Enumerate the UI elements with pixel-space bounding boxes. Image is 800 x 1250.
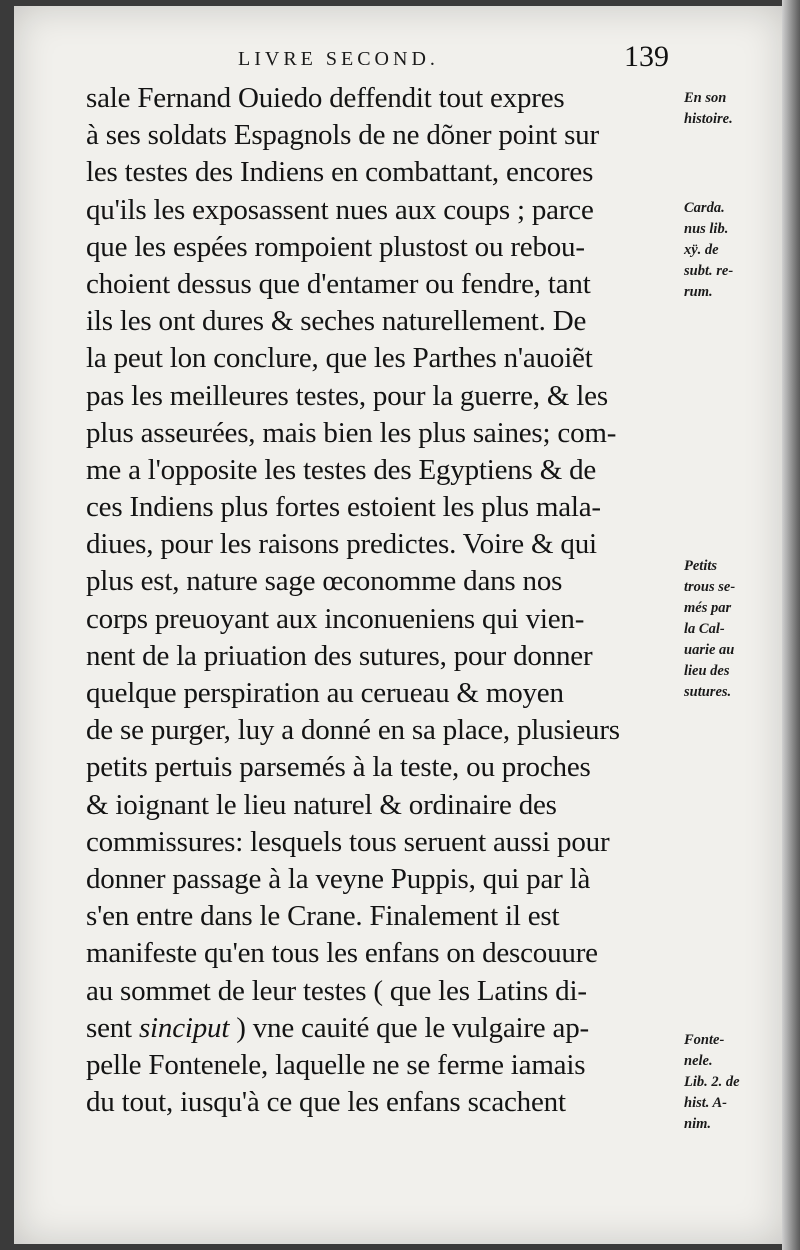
note-line: la Cal-: [684, 621, 725, 637]
text-line: donner passage à la veyne Puppis, qui par là: [86, 862, 591, 895]
text-line: de se purger, luy a donné en sa place, plusieurs: [86, 714, 620, 747]
text-line: nent de la priuation des sutures, pour donner: [86, 639, 593, 672]
note-line: lieu des: [684, 663, 730, 679]
text-line: au sommet de leur testes ( que les Latins di-: [86, 974, 587, 1007]
text-line: pelle Fontenele, laquelle ne se ferme iamais: [86, 1048, 586, 1081]
text-line: plus asseurées, mais bien les plus saines; com-: [86, 416, 617, 449]
note-line: histoire.: [684, 111, 733, 127]
note-line: hist. A-: [684, 1095, 727, 1111]
page-header: [0, 40, 800, 80]
note-line: nus lib.: [684, 221, 729, 237]
text-line: la peut lon conclure, que les Parthes n'auoiẽt: [86, 342, 593, 375]
note-line: Fonte-: [684, 1032, 725, 1048]
margin-note: [684, 88, 780, 130]
text-line: [86, 1010, 686, 1047]
page-gutter-shadow: [782, 0, 800, 1250]
note-line: Petits: [684, 558, 718, 574]
note-line: Carda.: [684, 200, 725, 216]
note-line: sutures.: [684, 684, 732, 700]
text-line: du tout, iusqu'à ce que les enfans scachent: [86, 1086, 566, 1119]
note-line: trous se-: [684, 579, 736, 595]
text-line: me a l'opposite les testes des Egyptiens & de: [86, 453, 597, 486]
text-line: sale Fernand Ouiedo deffendit tout expres: [86, 82, 565, 114]
note-line: xÿ. de: [684, 242, 719, 258]
text-line: à ses soldats Espagnols de ne dõner point sur: [86, 119, 599, 152]
text-line: choient dessus que d'entamer ou fendre, tant: [86, 267, 591, 300]
page-number: 139: [624, 40, 669, 73]
running-head: LIVRE SECOND.: [238, 48, 439, 70]
note-line: uarie au: [684, 642, 735, 658]
text-line: diues, pour les raisons predictes. Voire & qui: [86, 528, 597, 561]
text-line: corps preuoyant aux inconueniens qui vien-: [86, 602, 585, 635]
text-line: commissures: lesquels tous seruent aussi pour: [86, 825, 610, 858]
body-text: [86, 80, 686, 1121]
italic-term: sinciput: [138, 1011, 230, 1044]
text-line: que les espées rompoient plustost ou rebou-: [86, 230, 585, 263]
margin-note: [684, 198, 780, 303]
note-line: Lib. 2. de: [684, 1074, 740, 1090]
text-line: manifeste qu'en tous les enfans on descouure: [86, 937, 598, 970]
text-line: ces Indiens plus fortes estoient les plus mala-: [86, 491, 601, 524]
note-line: més par: [684, 600, 732, 616]
text-line: quelque perspiration au cerueau & moyen: [86, 677, 564, 709]
text-segment: ) vne cauité que le vulgaire ap-: [229, 1011, 589, 1044]
text-line: plus est, nature sage œconomme dans nos: [86, 565, 563, 598]
text-segment: sent: [86, 1011, 139, 1044]
note-line: rum.: [684, 284, 713, 300]
margin-note: [684, 1030, 780, 1135]
note-line: En son: [684, 90, 727, 106]
note-line: nim.: [684, 1116, 711, 1132]
text-line: ils les ont dures & seches naturellement. De: [86, 305, 587, 338]
text-line: pas les meilleures testes, pour la guerre, & les: [86, 379, 608, 412]
note-line: subt. re-: [684, 263, 734, 279]
text-line: qu'ils les exposassent nues aux coups ; parce: [86, 193, 594, 226]
text-line: petits pertuis parsemés à la teste, ou proches: [86, 751, 591, 784]
note-line: nele.: [684, 1053, 713, 1069]
text-line: & ioignant le lieu naturel & ordinaire des: [86, 788, 557, 821]
margin-note: [684, 556, 780, 703]
text-line: les testes des Indiens en combattant, encores: [86, 156, 594, 189]
text-line: s'en entre dans le Crane. Finalement il est: [86, 900, 560, 933]
